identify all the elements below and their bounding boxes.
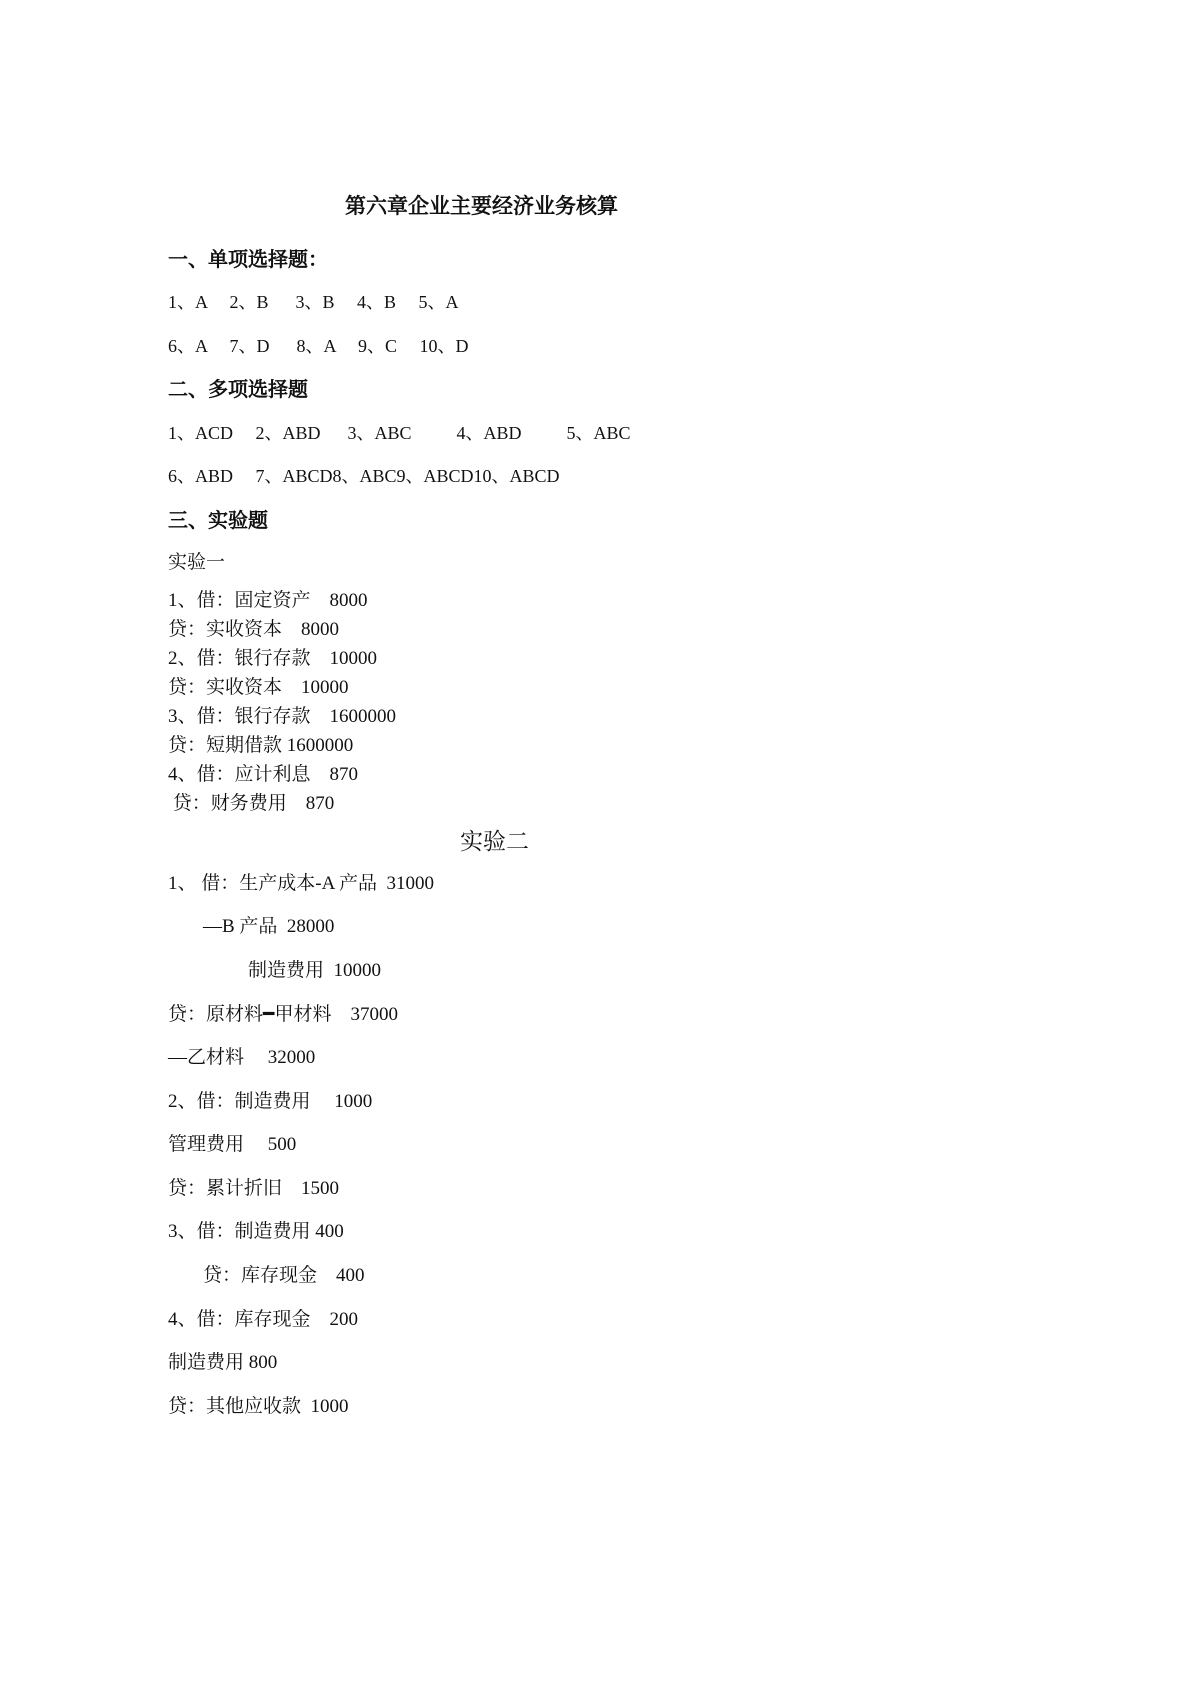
journal-entry-line: 2、借：制造费用 1000 xyxy=(168,1091,373,1112)
journal-entry-line: 贷：累计折旧 1500 xyxy=(168,1178,340,1199)
journal-entry-line: 贷：原材料━甲材料 37000 xyxy=(168,1004,398,1025)
journal-entry-line: 贷：其他应收款 1000 xyxy=(168,1396,349,1417)
answer-row: 6、A 7、D 8、A 9、C 10、D xyxy=(168,336,469,356)
journal-entry-line: 4、借：库存现金 200 xyxy=(168,1309,359,1330)
answer-row: 1、A 2、B 3、B 4、B 5、A xyxy=(168,292,459,312)
journal-entry-line: 贷：库存现金 400 xyxy=(203,1265,365,1286)
journal-entry-line: 贷：财务费用 870 xyxy=(168,793,335,814)
journal-entry-line: 管理费用 500 xyxy=(168,1134,297,1155)
section-heading-multiple-choice: 二、多项选择题 xyxy=(168,379,308,401)
journal-entry-line: 1、 借：生产成本-A 产品 31000 xyxy=(168,873,435,894)
section-heading-experiments: 三、实验题 xyxy=(168,510,268,532)
journal-entry-line: 2、借：银行存款 10000 xyxy=(168,648,378,669)
journal-entry-line: 贷：实收资本 10000 xyxy=(168,677,349,698)
experiment-1-label: 实验一 xyxy=(168,552,226,573)
journal-entry-line: —B 产品 28000 xyxy=(203,916,335,937)
experiment-2-title: 实验二 xyxy=(460,829,529,854)
journal-entry-line: 制造费用 800 xyxy=(168,1352,278,1373)
journal-entry-line: 1、借：固定资产 8000 xyxy=(168,590,368,611)
journal-entry-line: 3、借：银行存款 1600000 xyxy=(168,706,397,727)
answer-row: 6、ABD 7、ABCD8、ABC9、ABCD10、ABCD xyxy=(168,466,560,486)
section-heading-single-choice: 一、单项选择题： xyxy=(168,249,328,271)
journal-entry-line: —乙材料 32000 xyxy=(168,1047,316,1068)
journal-entry-line: 3、借：制造费用 400 xyxy=(168,1221,344,1242)
journal-entry-line: 贷：实收资本 8000 xyxy=(168,619,340,640)
answer-row: 1、ACD 2、ABD 3、ABC 4、ABD 5、ABC xyxy=(168,423,631,443)
page-title: 第六章企业主要经济业务核算 xyxy=(345,194,618,218)
journal-entry-line: 4、借：应计利息 870 xyxy=(168,764,359,785)
journal-entry-line: 制造费用 10000 xyxy=(248,960,382,981)
journal-entry-line: 贷：短期借款 1600000 xyxy=(168,735,354,756)
